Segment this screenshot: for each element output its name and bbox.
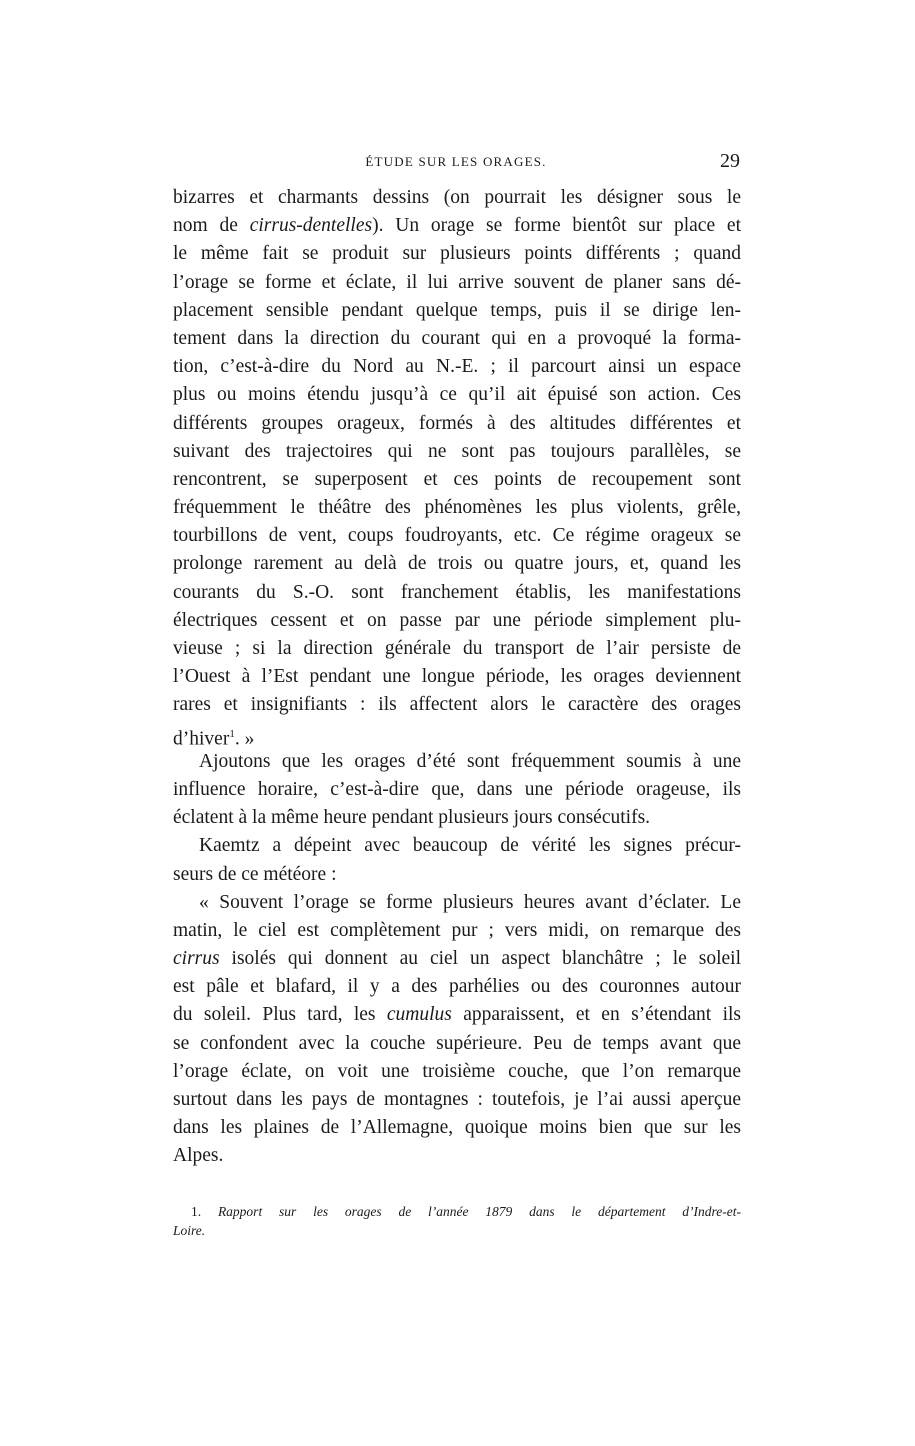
text-segment: dans les plaines de l’Allemagne, quoique moins bien que sur les bbox=[173, 1117, 741, 1139]
text-segment: tourbillons de vent, coups foudroyants, etc. Ce régime orageux se bbox=[173, 525, 741, 547]
text-line bbox=[173, 1142, 741, 1170]
text-line bbox=[173, 297, 741, 325]
text-line bbox=[173, 438, 741, 466]
text-line bbox=[173, 353, 741, 381]
text-line bbox=[173, 1001, 741, 1029]
text-segment: bizarres et charmants dessins (on pourrait les désigner sous le bbox=[173, 187, 741, 208]
page-number: 29 bbox=[720, 150, 740, 172]
text-segment: Kaemtz a dépeint avec beaucoup de vérité les signes précur- bbox=[199, 835, 741, 857]
footnote-text: Rapport sur les orages de l’année 1879 dans le département d’Indre-et- bbox=[217, 1204, 741, 1219]
footnote-marker: 1 bbox=[229, 727, 235, 740]
text-segment: nom de bbox=[173, 215, 250, 237]
footnote-line bbox=[173, 1202, 741, 1221]
body-text bbox=[173, 184, 741, 1171]
footnote-line-continued: Loire. bbox=[173, 1223, 206, 1238]
text-line bbox=[173, 1058, 741, 1086]
text-line bbox=[173, 635, 741, 663]
text-line bbox=[173, 945, 741, 973]
text-line bbox=[173, 494, 741, 522]
text-line bbox=[173, 410, 741, 438]
text-segment: différents groupes orageux, formés à des altitudes différentes et bbox=[173, 412, 741, 434]
text-line bbox=[173, 579, 741, 607]
text-segment: Alpes. bbox=[173, 1145, 224, 1167]
text-segment: l’orage se forme et éclate, il lui arrive souvent de planer sans dé- bbox=[173, 271, 741, 293]
text-line bbox=[173, 804, 741, 832]
text-line bbox=[173, 212, 741, 240]
text-line bbox=[173, 889, 741, 917]
text-line bbox=[173, 550, 741, 578]
text-segment: suivant des trajectoires qui ne sont pas toujours parallèles, se bbox=[173, 440, 741, 462]
text-segment: tion, c’est-à-dire du Nord au N.-E. ; il parcourt ainsi un espace bbox=[173, 356, 741, 378]
text-line bbox=[173, 269, 741, 297]
text-line bbox=[173, 748, 741, 776]
italic-term: cirrus bbox=[173, 948, 220, 970]
text-line bbox=[173, 917, 741, 945]
running-title: ÉTUDE SUR LES ORAGES. bbox=[365, 154, 547, 169]
text-segment: tement dans la direction du courant qui en a provoqué la forma- bbox=[173, 327, 741, 349]
text-line bbox=[173, 1030, 741, 1058]
text-segment: d’hiver bbox=[173, 728, 230, 750]
text-segment: du soleil. Plus tard, les bbox=[173, 1004, 387, 1026]
text-segment: rares et insignifiants : ils affectent alors le caractère des orages bbox=[173, 694, 741, 716]
text-segment: l’Ouest à l’Est pendant une longue période, les orages deviennent bbox=[173, 666, 741, 688]
text-segment: « Souvent l’orage se forme plusieurs heures avant d’éclater. Le bbox=[199, 891, 741, 913]
text-segment: rencontrent, se superposent et ces points de recoupement sont bbox=[173, 468, 741, 490]
text-segment: . » bbox=[234, 728, 255, 750]
text-line bbox=[173, 720, 741, 748]
text-line bbox=[173, 522, 741, 550]
text-segment: l’orage éclate, on voit une troisième couche, que l’on remarque bbox=[173, 1060, 741, 1082]
text-line bbox=[173, 607, 741, 635]
text-segment: est pâle et blafard, il y a des parhélies ou des couronnes autour bbox=[173, 976, 741, 998]
text-line bbox=[173, 861, 741, 889]
text-segment: se confondent avec la couche supérieure. Peu de temps avant que bbox=[173, 1032, 741, 1054]
text-line bbox=[173, 973, 741, 1001]
text-line bbox=[173, 184, 741, 212]
italic-term: cirrus-dentelles bbox=[249, 215, 373, 237]
text-segment: fréquemment le théâtre des phénomènes les plus violents, grêle, bbox=[173, 497, 741, 519]
footnote bbox=[173, 1202, 741, 1240]
text-line bbox=[173, 381, 741, 409]
text-segment: Ajoutons que les orages d’été sont fréquemment soumis à une bbox=[199, 750, 741, 772]
text-segment: matin, le ciel est complètement pur ; vers midi, on remarque des bbox=[173, 919, 741, 941]
text-line bbox=[173, 1114, 741, 1142]
text-line bbox=[173, 691, 741, 719]
text-segment: seurs de ce météore : bbox=[173, 863, 337, 885]
text-line bbox=[173, 466, 741, 494]
text-segment: courants du S.-O. sont franchement établis, les manifestations bbox=[173, 581, 741, 603]
footnote-number: 1. bbox=[191, 1204, 202, 1219]
text-segment: placement sensible pendant quelque temps, puis il se dirige len- bbox=[173, 299, 741, 321]
italic-term: cumulus bbox=[386, 1004, 452, 1026]
text-segment: isolés qui donnent au ciel un aspect blanchâtre ; le soleil bbox=[219, 948, 741, 970]
text-segment: apparaissent, et en s’étendant ils bbox=[451, 1004, 741, 1026]
text-segment: le même fait se produit sur plusieurs points différents ; quand bbox=[173, 243, 741, 265]
text-line bbox=[173, 776, 741, 804]
text-line bbox=[173, 1086, 741, 1114]
text-segment: éclatent à la même heure pendant plusieurs jours consécutifs. bbox=[173, 807, 651, 829]
text-segment: plus ou moins étendu jusqu’à ce qu’il ait épuisé son action. Ces bbox=[173, 384, 741, 406]
text-segment: vieuse ; si la direction générale du transport de l’air persiste de bbox=[173, 638, 741, 659]
text-segment: prolonge rarement au delà de trois ou quatre jours, et, quand les bbox=[173, 553, 741, 575]
text-segment: ). Un orage se forme bientôt sur place et bbox=[372, 215, 741, 237]
text-line bbox=[173, 832, 741, 860]
text-line bbox=[173, 240, 741, 268]
text-line bbox=[173, 663, 741, 691]
text-line bbox=[173, 325, 741, 353]
text-segment: surtout dans les pays de montagnes : toutefois, je l’ai aussi aperçue bbox=[173, 1089, 741, 1110]
text-segment: influence horaire, c’est-à-dire que, dans une période orageuse, ils bbox=[173, 778, 741, 800]
text-segment: électriques cessent et on passe par une période simplement plu- bbox=[173, 609, 741, 631]
running-head bbox=[172, 150, 740, 174]
